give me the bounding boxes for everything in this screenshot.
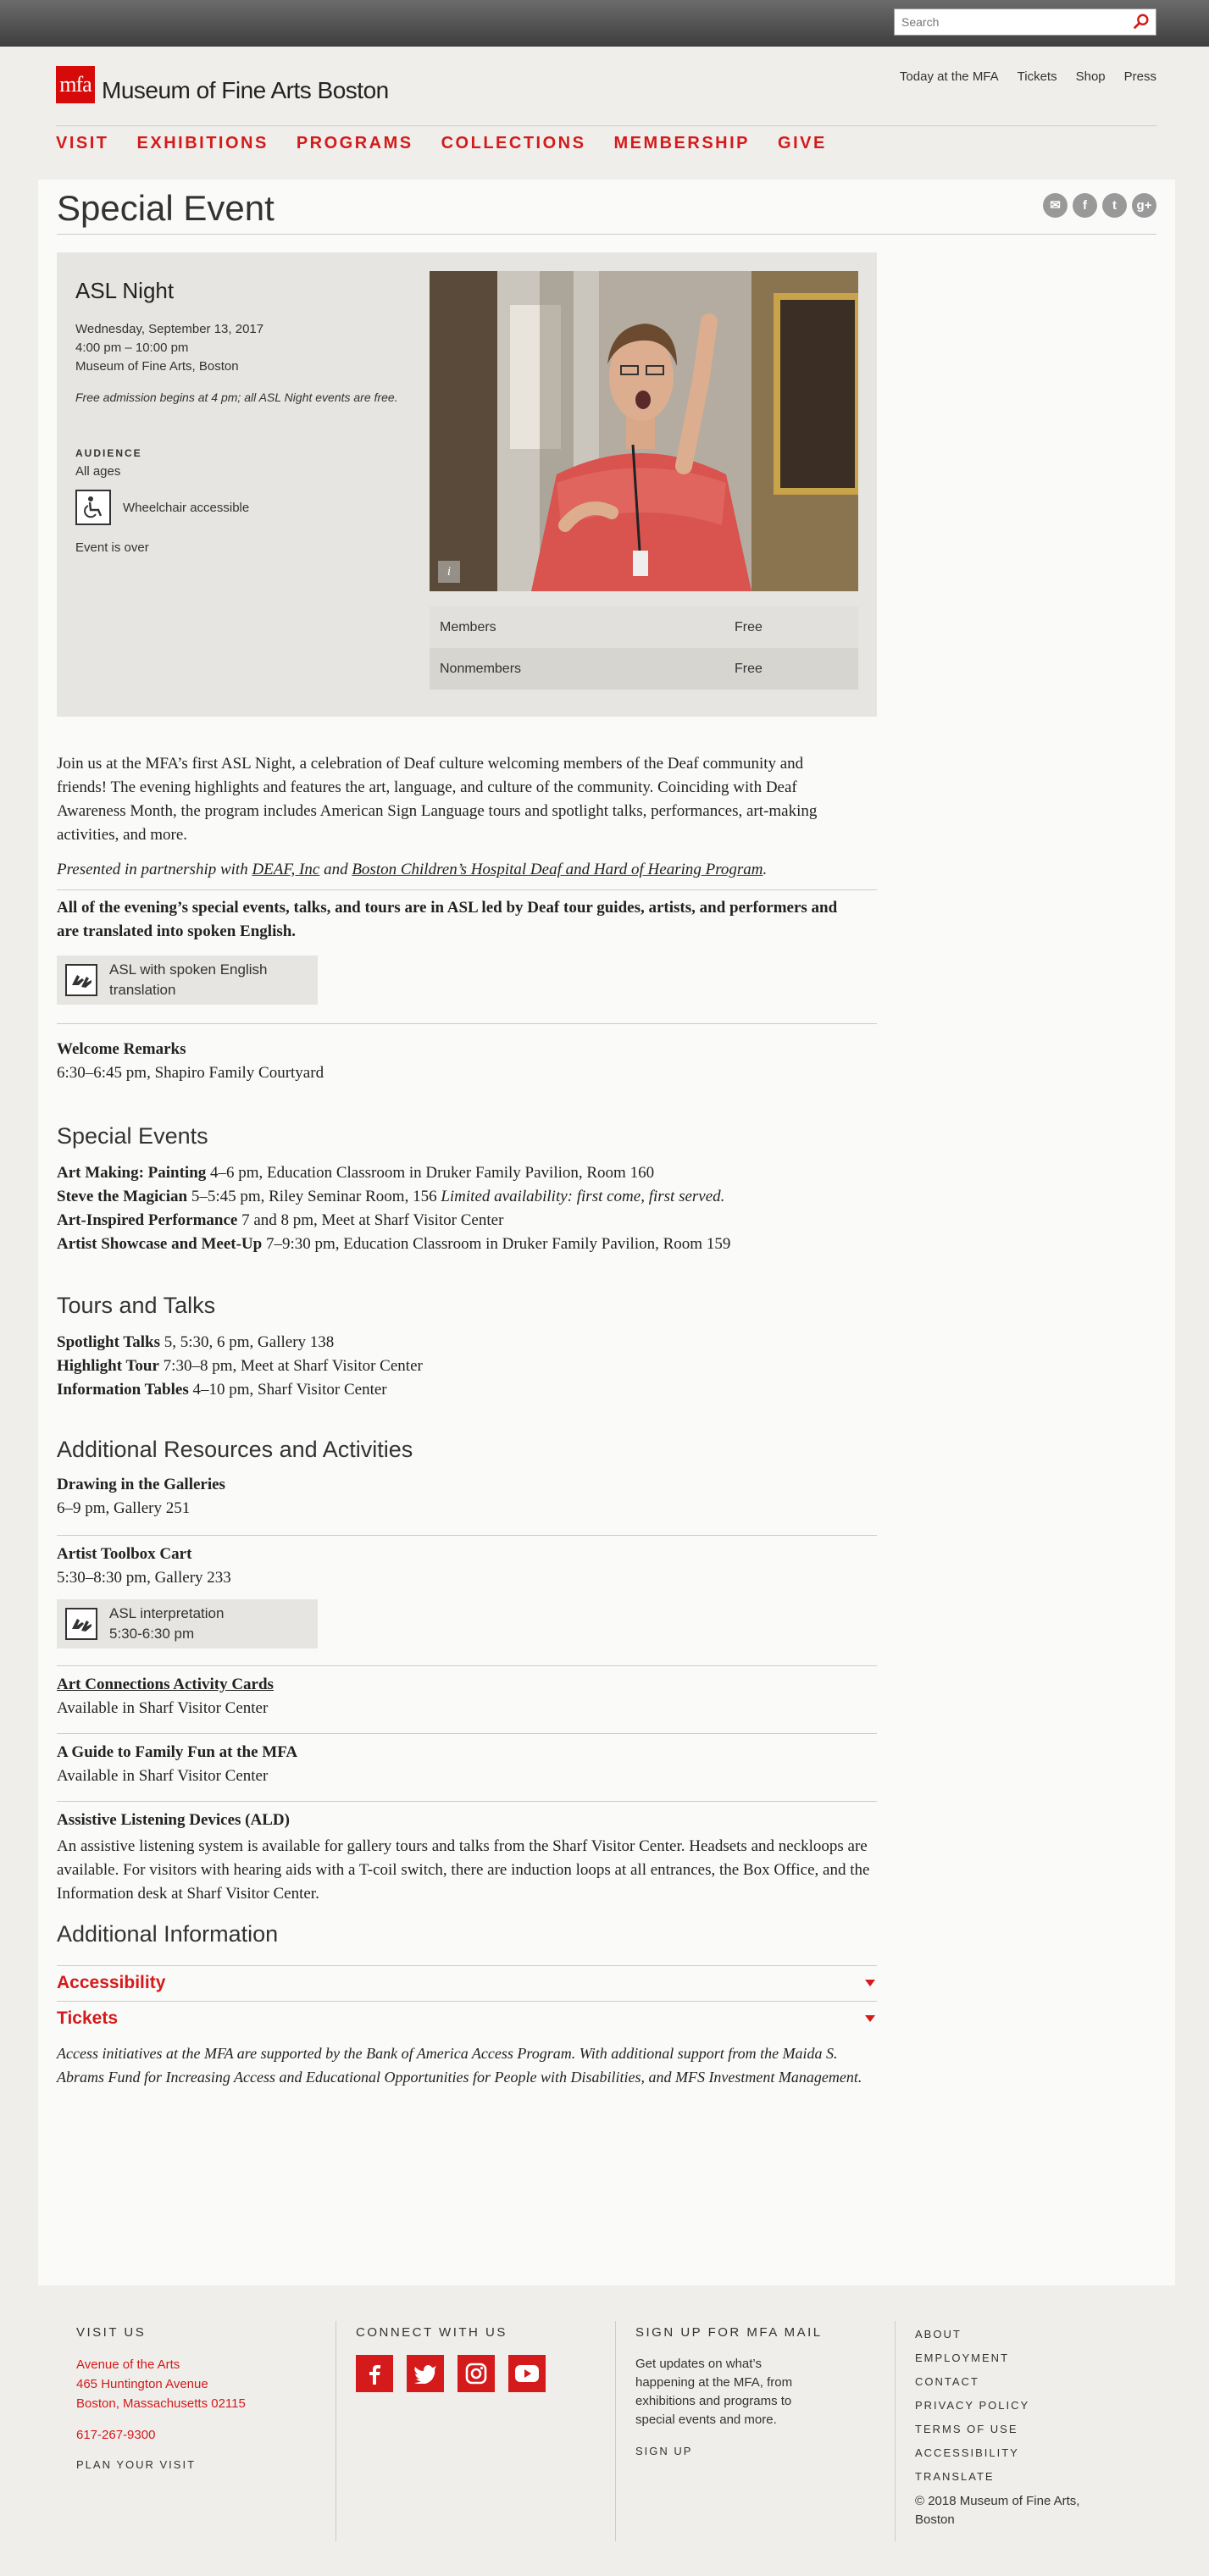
wheelchair-info xyxy=(75,490,249,525)
footer-links xyxy=(915,2323,1118,2529)
drawing-title: Drawing in the Galleries xyxy=(57,1476,225,1493)
special-event-name: Art Making: Painting xyxy=(57,1164,207,1182)
section-divider xyxy=(57,1023,877,1024)
footer-signup-heading: SIGN UP FOR MFA MAIL xyxy=(635,2325,823,2340)
footer-link-terms[interactable]: TERMS OF USE xyxy=(915,2423,1018,2435)
main-nav xyxy=(56,134,827,153)
list-item xyxy=(57,1164,654,1183)
facebook-icon[interactable]: f xyxy=(1073,193,1097,218)
footer-connect-heading: CONNECT WITH US xyxy=(356,2325,507,2340)
twitter-icon[interactable] xyxy=(407,2355,444,2392)
welcome-detail: 6:30–6:45 pm, Shapiro Family Courtyard xyxy=(57,1064,324,1082)
main-nav-membership[interactable]: MEMBERSHIP xyxy=(613,134,751,152)
event-time: 4:00 pm – 10:00 pm xyxy=(75,341,189,355)
search-icon[interactable] xyxy=(1132,13,1151,31)
chevron-down-icon[interactable] xyxy=(865,1980,875,1986)
footer-link-accessibility[interactable]: ACCESSIBILITY xyxy=(915,2446,1019,2459)
asl-hands-icon xyxy=(65,964,97,996)
twitter-icon[interactable]: t xyxy=(1102,193,1127,218)
signup-link[interactable]: SIGN UP xyxy=(635,2445,693,2457)
resources-heading: Additional Resources and Activities xyxy=(57,1437,413,1462)
address-line[interactable]: 465 Huntington Avenue xyxy=(76,2377,208,2391)
special-event-detail: 4–6 pm, Education Classroom in Druker Family Pavilion, Room 160 xyxy=(206,1164,655,1182)
address-line[interactable]: Boston, Massachusetts 02115 xyxy=(76,2396,246,2411)
logo-wordmark[interactable]: Museum of Fine Arts Boston xyxy=(102,77,389,103)
logo-mark[interactable]: mfa xyxy=(56,66,95,103)
asl-translation-badge xyxy=(57,956,318,1005)
event-location: Museum of Fine Arts, Boston xyxy=(75,359,239,374)
footer-visit xyxy=(76,2325,246,2471)
section-divider xyxy=(57,1535,877,1536)
email-icon[interactable]: ✉ xyxy=(1043,193,1068,218)
asl-interpretation-label xyxy=(109,1604,224,1644)
wheelchair-icon xyxy=(75,490,111,525)
guide-title: A Guide to Family Fun at the MFA xyxy=(57,1743,298,1761)
audience-value: All ages xyxy=(75,464,121,479)
footer-link-employment[interactable]: EMPLOYMENT xyxy=(915,2352,1010,2364)
price-row xyxy=(430,648,858,690)
ald-detail: An assistive listening system is available for gallery tours and talks from the Sharf Visitor Center. Headsets and neckloops are available. For visitors with hearing aids with a T-coil switch, there are induction loops at all entrances, the Box Office, and the Information desk at Sharf Visitor Center. xyxy=(57,1837,870,1903)
footer-signup xyxy=(635,2325,823,2457)
footer-divider xyxy=(615,2321,616,2541)
partner-suffix: . xyxy=(763,861,768,878)
list-item xyxy=(57,1357,423,1376)
main-nav-exhibitions[interactable]: EXHIBITIONS xyxy=(136,134,269,152)
tour-name: Spotlight Talks xyxy=(57,1333,160,1351)
mfa-logo[interactable] xyxy=(56,66,389,103)
event-summary-box xyxy=(57,252,877,717)
event-name: ASL Night xyxy=(75,278,175,303)
list-item xyxy=(57,1381,387,1399)
section-divider xyxy=(57,889,877,890)
event-photo-illustration xyxy=(430,271,858,591)
footer-link-privacy[interactable]: PRIVACY POLICY xyxy=(915,2399,1030,2412)
accordion-label[interactable]: Tickets xyxy=(57,2008,118,2028)
section-divider xyxy=(57,1665,877,1666)
page-title: Special Event xyxy=(57,188,275,228)
asl-badge-label: ASL with spoken English translation xyxy=(109,961,268,998)
footer-link-about[interactable]: ABOUT xyxy=(915,2328,962,2341)
list-item xyxy=(57,1211,503,1230)
toolbox-title: Artist Toolbox Cart xyxy=(57,1545,192,1563)
util-nav-tickets[interactable]: Tickets xyxy=(1017,69,1057,84)
copyright: © 2018 Museum of Fine Arts, Boston xyxy=(915,2494,1080,2527)
partner-link-childrens-hospital[interactable]: Boston Children’s Hospital Deaf and Hard of Hearing Program xyxy=(352,861,763,878)
footer-link-translate[interactable]: TRANSLATE xyxy=(915,2470,995,2483)
share-icons xyxy=(1043,193,1156,218)
photo-info-icon[interactable]: i xyxy=(438,561,460,583)
search-input[interactable] xyxy=(895,9,1123,35)
utility-nav xyxy=(900,69,1156,84)
special-event-detail: 5–5:45 pm, Riley Seminar Room, 156 xyxy=(187,1188,441,1205)
special-event-detail: 7 and 8 pm, Meet at Sharf Visitor Center xyxy=(237,1211,504,1229)
list-item xyxy=(57,1235,730,1254)
tours-heading: Tours and Talks xyxy=(57,1293,216,1318)
google-plus-icon[interactable]: g+ xyxy=(1132,193,1156,218)
accordion-accessibility[interactable] xyxy=(57,1965,877,2000)
event-details xyxy=(75,320,263,376)
main-nav-collections[interactable]: COLLECTIONS xyxy=(441,134,586,152)
title-divider xyxy=(57,234,1156,235)
tour-name: Information Tables xyxy=(57,1381,189,1399)
main-content xyxy=(38,180,1175,2285)
special-events-heading: Special Events xyxy=(57,1123,208,1149)
header-divider xyxy=(56,125,1156,126)
chevron-down-icon[interactable] xyxy=(865,2015,875,2022)
ald-title: Assistive Listening Devices (ALD) xyxy=(57,1811,290,1829)
welcome-title: Welcome Remarks xyxy=(57,1040,186,1058)
cards-link[interactable]: Art Connections Activity Cards xyxy=(57,1676,274,1693)
partner-link-deaf-inc[interactable]: DEAF, Inc xyxy=(252,861,320,878)
footer-link-contact[interactable]: CONTACT xyxy=(915,2375,979,2388)
site-footer xyxy=(0,2304,1209,2576)
intro-paragraph: Join us at the MFA’s first ASL Night, a celebration of Deaf culture welcoming members of the Deaf community and friends! The evening highlights and features the art, language, and culture of the community. Coinciding with Deaf Awareness Month, the program includes American Sign Language tours and spotlight talks, performances, art-making activities, and more. xyxy=(57,755,818,844)
main-nav-programs[interactable]: PROGRAMS xyxy=(296,134,413,152)
event-date: Wednesday, September 13, 2017 xyxy=(75,322,264,336)
footer-visit-heading: VISIT US xyxy=(76,2325,147,2340)
price-name: Nonmembers xyxy=(440,661,522,676)
tour-detail: 7:30–8 pm, Meet at Sharf Visitor Center xyxy=(158,1357,423,1375)
special-event-detail: 7–9:30 pm, Education Classroom in Druker Family Pavilion, Room 159 xyxy=(262,1235,731,1253)
section-divider xyxy=(57,1801,877,1802)
wheelchair-label: Wheelchair accessible xyxy=(123,500,250,515)
instagram-icon[interactable] xyxy=(458,2355,495,2392)
list-item xyxy=(57,1188,724,1206)
list-item xyxy=(57,1333,334,1352)
footer-address[interactable] xyxy=(76,2355,246,2413)
asl-interpretation-title: ASL interpretation xyxy=(109,1605,225,1621)
main-nav-visit[interactable]: VISIT xyxy=(56,134,109,152)
special-event-name: Steve the Magician xyxy=(57,1188,188,1205)
util-nav-press[interactable]: Press xyxy=(1123,69,1156,84)
toolbox-detail: 5:30–8:30 pm, Gallery 233 xyxy=(57,1569,231,1587)
tour-detail: 5, 5:30, 6 pm, Gallery 138 xyxy=(160,1333,335,1351)
footer-phone[interactable]: 617-267-9300 xyxy=(76,2428,156,2442)
footer-divider xyxy=(895,2321,896,2541)
event-photo xyxy=(430,271,858,591)
partner-and: and xyxy=(319,861,352,878)
youtube-icon[interactable] xyxy=(508,2355,546,2392)
event-status: Event is over xyxy=(75,540,149,555)
signup-text: Get updates on what’s happening at the MFA, from exhibitions and programs to special events and more. xyxy=(635,2357,793,2427)
special-event-name: Artist Showcase and Meet-Up xyxy=(57,1235,263,1253)
footer-link-list xyxy=(915,2323,1118,2489)
partner-line xyxy=(57,861,767,879)
social-links xyxy=(356,2355,546,2392)
util-nav-shop[interactable]: Shop xyxy=(1075,69,1106,84)
tour-name: Highlight Tour xyxy=(57,1357,159,1375)
accordion-label[interactable]: Accessibility xyxy=(57,1973,166,1992)
footer-connect xyxy=(356,2325,546,2392)
plan-visit-link[interactable]: PLAN YOUR VISIT xyxy=(76,2458,197,2471)
price-value: Free xyxy=(735,661,763,676)
audience-label: AUDIENCE xyxy=(75,447,142,459)
asl-interpretation-badge xyxy=(57,1599,318,1648)
cards-detail: Available in Sharf Visitor Center xyxy=(57,1699,269,1717)
address-line[interactable]: Avenue of the Arts xyxy=(76,2357,180,2372)
price-value: Free xyxy=(735,619,763,634)
drawing-detail: 6–9 pm, Gallery 251 xyxy=(57,1499,191,1517)
guide-detail: Available in Sharf Visitor Center xyxy=(57,1767,269,1785)
all-events-note: All of the evening’s special events, talks, and tours are in ASL led by Deaf tour guides, artists, and performers and are translated into spoken English. xyxy=(57,899,838,940)
special-event-note: Limited availability: first come, first served. xyxy=(441,1188,725,1205)
price-row xyxy=(430,607,858,648)
event-note: Free admission begins at 4 pm; all ASL Night events are free. xyxy=(75,391,398,404)
top-bar xyxy=(0,0,1209,47)
tour-detail: 4–10 pm, Sharf Visitor Center xyxy=(188,1381,387,1399)
price-table xyxy=(430,607,858,690)
price-name: Members xyxy=(440,619,496,634)
facebook-icon[interactable] xyxy=(356,2355,393,2392)
partner-prefix: Presented in partnership with xyxy=(57,861,252,878)
asl-interpretation-time: 5:30-6:30 pm xyxy=(109,1626,195,1642)
special-event-name: Art-Inspired Performance xyxy=(57,1211,238,1229)
main-nav-give[interactable]: GIVE xyxy=(778,134,827,152)
accordion-tickets[interactable] xyxy=(57,2001,877,2036)
section-divider xyxy=(57,1733,877,1734)
support-note: Access initiatives at the MFA are supported by the Bank of America Access Program. With additional support from the Maida S. Abrams Fund for Increasing Access and Educational Opportunities for People with Disabilities, and MFS Investment Management. xyxy=(57,2045,862,2086)
util-nav-today[interactable]: Today at the MFA xyxy=(899,69,999,84)
additional-info-heading: Additional Information xyxy=(57,1921,279,1947)
search-box[interactable] xyxy=(894,8,1156,36)
asl-hands-icon xyxy=(65,1608,97,1640)
